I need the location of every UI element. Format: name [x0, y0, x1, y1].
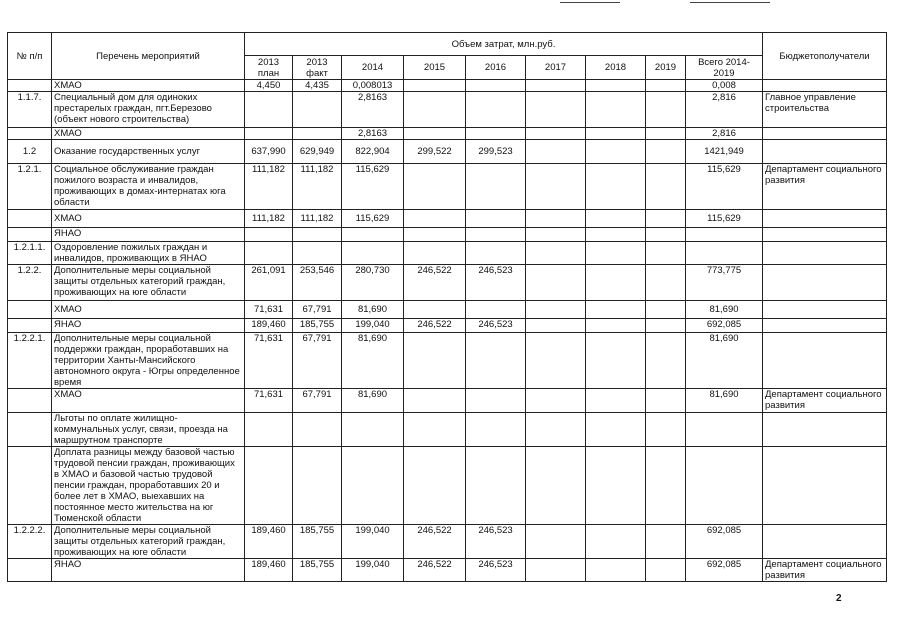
cost-value [245, 413, 293, 447]
header-year: 2013 план [245, 56, 293, 80]
cost-value: 115,629 [686, 210, 763, 228]
header-year: 2016 [466, 56, 526, 80]
cost-value [526, 301, 586, 319]
cost-value [293, 128, 342, 140]
cost-value [686, 228, 763, 242]
table-row [8, 389, 887, 413]
budget-recipient [763, 447, 887, 525]
activity-name: Оказание государственных услуг [52, 140, 245, 164]
budget-recipient: Департамент социального развития [763, 559, 887, 582]
cost-value: 185,755 [293, 559, 342, 582]
row-number [8, 413, 52, 447]
cost-value [245, 242, 293, 265]
cost-value [466, 301, 526, 319]
row-number: 1.2.2. [8, 265, 52, 301]
cost-value: 692,085 [686, 525, 763, 559]
budget-recipient [763, 525, 887, 559]
cost-value: 822,904 [342, 140, 404, 164]
cost-value [466, 164, 526, 210]
cost-value: 246,522 [404, 265, 466, 301]
header-year: 2019 [646, 56, 686, 80]
cost-value [686, 242, 763, 265]
cost-value [466, 389, 526, 413]
row-number [8, 128, 52, 140]
cost-value: 1421,949 [686, 140, 763, 164]
cost-value: 692,085 [686, 559, 763, 582]
row-number [8, 228, 52, 242]
top-scan-line [560, 2, 620, 3]
cost-value [466, 128, 526, 140]
cost-value [293, 92, 342, 128]
cost-value: 81,690 [342, 333, 404, 389]
cost-value [586, 164, 646, 210]
cost-value [686, 413, 763, 447]
cost-value [586, 228, 646, 242]
cost-value: 246,523 [466, 265, 526, 301]
header-year: 2017 [526, 56, 586, 80]
cost-value: 299,523 [466, 140, 526, 164]
header-year: 2014 [342, 56, 404, 80]
cost-value [526, 413, 586, 447]
cost-value: 81,690 [686, 333, 763, 389]
cost-value: 111,182 [293, 164, 342, 210]
budget-recipient [763, 333, 887, 389]
cost-value [526, 333, 586, 389]
cost-value: 185,755 [293, 319, 342, 333]
cost-value [586, 140, 646, 164]
cost-value [526, 559, 586, 582]
cost-value [404, 164, 466, 210]
cost-value: 189,460 [245, 559, 293, 582]
cost-value: 199,040 [342, 559, 404, 582]
cost-value [404, 447, 466, 525]
activity-name: Оздоровление пожилых граждан и инвалидов, проживающих в ЯНАО [52, 242, 245, 265]
cost-value: 71,631 [245, 389, 293, 413]
activity-name: ХМАО [52, 210, 245, 228]
cost-value [404, 210, 466, 228]
cost-value [404, 333, 466, 389]
cost-value [586, 301, 646, 319]
activity-name: Дополнительные меры социальной поддержки граждан, проработавших на территории Ханты-Мансийского автономного округа - Югры определенное время [52, 333, 245, 389]
cost-value [646, 559, 686, 582]
header-year: 2015 [404, 56, 466, 80]
cost-value [342, 413, 404, 447]
cost-value [245, 128, 293, 140]
activity-name: ЯНАО [52, 228, 245, 242]
cost-value [646, 525, 686, 559]
table-row [8, 210, 887, 228]
cost-value: 280,730 [342, 265, 404, 301]
cost-value: 2,8163 [342, 92, 404, 128]
activity-name: Льготы по оплате жилищно-коммунальных услуг, связи, проезда на маршрутном транспорте [52, 413, 245, 447]
budget-recipient [763, 128, 887, 140]
cost-value [586, 413, 646, 447]
table-row [8, 228, 887, 242]
table-row [8, 164, 887, 210]
cost-value: 199,040 [342, 319, 404, 333]
table-row [8, 265, 887, 301]
cost-value [646, 228, 686, 242]
cost-value: 81,690 [686, 301, 763, 319]
cost-value: 629,949 [293, 140, 342, 164]
cost-value [466, 80, 526, 92]
cost-value [404, 242, 466, 265]
cost-value: 261,091 [245, 265, 293, 301]
header-year: Всего 2014-2019 [686, 56, 763, 80]
header-costs: Объем затрат, млн.руб. [245, 33, 763, 56]
cost-value: 246,523 [466, 525, 526, 559]
cost-value [586, 128, 646, 140]
cost-value [646, 210, 686, 228]
cost-value [466, 413, 526, 447]
table-row [8, 413, 887, 447]
cost-value: 81,690 [686, 389, 763, 413]
cost-value: 2,8163 [342, 128, 404, 140]
budget-recipient: Главное управление строительства [763, 92, 887, 128]
activity-name: ХМАО [52, 301, 245, 319]
activity-name: Дополнительные меры социальной защиты отдельных категорий граждан, проживающих на юге области [52, 525, 245, 559]
row-number: 1.2.2.2. [8, 525, 52, 559]
row-number [8, 559, 52, 582]
cost-value: 246,522 [404, 559, 466, 582]
cost-value [646, 301, 686, 319]
cost-value: 67,791 [293, 389, 342, 413]
cost-value [686, 447, 763, 525]
cost-value: 111,182 [245, 164, 293, 210]
cost-value [526, 265, 586, 301]
table-row [8, 301, 887, 319]
budget-recipient [763, 319, 887, 333]
row-number: 1.2.2.1. [8, 333, 52, 389]
table-row [8, 447, 887, 525]
row-number: 1.2.1. [8, 164, 52, 210]
cost-value: 185,755 [293, 525, 342, 559]
cost-value [466, 228, 526, 242]
cost-value: 199,040 [342, 525, 404, 559]
budget-recipient: Департамент социального развития [763, 389, 887, 413]
cost-value [404, 128, 466, 140]
cost-value [646, 164, 686, 210]
cost-value: 0,008013 [342, 80, 404, 92]
budget-recipient [763, 265, 887, 301]
cost-value [293, 228, 342, 242]
budget-recipient [763, 228, 887, 242]
header-year: 2018 [586, 56, 646, 80]
cost-value [646, 128, 686, 140]
row-number [8, 210, 52, 228]
table-header [8, 33, 887, 80]
header-activities: Перечень мероприятий [52, 33, 245, 80]
cost-value: 2,816 [686, 128, 763, 140]
cost-value [404, 92, 466, 128]
table-row [8, 80, 887, 92]
cost-value [586, 210, 646, 228]
cost-value [526, 242, 586, 265]
cost-value: 111,182 [293, 210, 342, 228]
row-number [8, 80, 52, 92]
cost-value [245, 228, 293, 242]
cost-value [646, 140, 686, 164]
cost-value [526, 389, 586, 413]
cost-value [586, 242, 646, 265]
activity-name: ЯНАО [52, 559, 245, 582]
cost-value: 81,690 [342, 389, 404, 413]
cost-value: 637,990 [245, 140, 293, 164]
cost-value [466, 333, 526, 389]
cost-value [646, 80, 686, 92]
cost-value [526, 92, 586, 128]
cost-value: 0,008 [686, 80, 763, 92]
cost-value: 4,450 [245, 80, 293, 92]
cost-value: 246,522 [404, 525, 466, 559]
budget-recipient [763, 140, 887, 164]
cost-value [466, 242, 526, 265]
cost-table [7, 32, 887, 582]
cost-value [466, 210, 526, 228]
activity-name: Специальный дом для одиноких престарелых граждан, пгт.Березово (объект нового строительства) [52, 92, 245, 128]
header-recipients: Бюджетополучатели [763, 33, 887, 80]
cost-value: 189,460 [245, 525, 293, 559]
cost-value [404, 301, 466, 319]
cost-value [342, 447, 404, 525]
cost-value [586, 319, 646, 333]
cost-value [526, 164, 586, 210]
row-number [8, 447, 52, 525]
cost-value [646, 92, 686, 128]
cost-value: 71,631 [245, 333, 293, 389]
cost-value [646, 447, 686, 525]
cost-value: 81,690 [342, 301, 404, 319]
cost-value [466, 92, 526, 128]
cost-value: 246,523 [466, 559, 526, 582]
cost-value: 246,523 [466, 319, 526, 333]
table-row [8, 525, 887, 559]
cost-value [586, 92, 646, 128]
activity-name: Социальное обслуживание граждан пожилого возраста и инвалидов, проживающих в домах-интернатах юга области [52, 164, 245, 210]
cost-value [526, 128, 586, 140]
row-number [8, 301, 52, 319]
cost-value [404, 413, 466, 447]
cost-value: 2,816 [686, 92, 763, 128]
cost-value: 4,435 [293, 80, 342, 92]
cost-value [342, 228, 404, 242]
cost-value [293, 413, 342, 447]
cost-value: 71,631 [245, 301, 293, 319]
table-body [8, 80, 887, 582]
row-number [8, 319, 52, 333]
table-row [8, 140, 887, 164]
cost-value [245, 92, 293, 128]
table-row [8, 92, 887, 128]
header-year: 2013 факт [293, 56, 342, 80]
cost-value [404, 389, 466, 413]
table-row [8, 242, 887, 265]
cost-value [526, 525, 586, 559]
cost-value [586, 447, 646, 525]
cost-value [293, 242, 342, 265]
header-no: № п/п [8, 33, 52, 80]
activity-name: ЯНАО [52, 319, 245, 333]
activity-name: Дополнительные меры социальной защиты отдельных категорий граждан, проживающих на юге области [52, 265, 245, 301]
cost-value [646, 389, 686, 413]
cost-value [646, 333, 686, 389]
cost-value: 67,791 [293, 301, 342, 319]
cost-value [526, 140, 586, 164]
top-scan-line-2 [690, 2, 770, 3]
row-number [8, 389, 52, 413]
activity-name: ХМАО [52, 389, 245, 413]
cost-value [293, 447, 342, 525]
budget-recipient [763, 210, 887, 228]
cost-value: 773,775 [686, 265, 763, 301]
cost-value: 246,522 [404, 319, 466, 333]
cost-value [586, 333, 646, 389]
cost-value [526, 210, 586, 228]
cost-value [526, 228, 586, 242]
activity-name: ХМАО [52, 80, 245, 92]
cost-value [342, 242, 404, 265]
row-number: 1.1.7. [8, 92, 52, 128]
table-row [8, 559, 887, 582]
cost-value [646, 319, 686, 333]
cost-value [526, 80, 586, 92]
page-number: 2 [836, 593, 842, 604]
cost-value: 299,522 [404, 140, 466, 164]
cost-value [586, 525, 646, 559]
cost-value [646, 265, 686, 301]
cost-value: 115,629 [686, 164, 763, 210]
cost-value: 115,629 [342, 164, 404, 210]
activity-name: ХМАО [52, 128, 245, 140]
table-row [8, 128, 887, 140]
budget-recipient [763, 80, 887, 92]
cost-value [586, 559, 646, 582]
row-number: 1.2 [8, 140, 52, 164]
cost-value [586, 80, 646, 92]
budget-recipient [763, 242, 887, 265]
cost-value [245, 447, 293, 525]
cost-value [466, 447, 526, 525]
cost-value [586, 265, 646, 301]
cost-value [526, 319, 586, 333]
cost-value: 253,546 [293, 265, 342, 301]
cost-value: 115,629 [342, 210, 404, 228]
activity-name: Доплата разницы между базовой частью трудовой пенсии граждан, проживающих в ХМАО и базовой частью трудовой пенсии граждан, проработавших 20 и более лет в ХМАО, выехавших на постоянное место жительства на юг Тюменской области [52, 447, 245, 525]
cost-value [404, 228, 466, 242]
cost-value: 692,085 [686, 319, 763, 333]
cost-value: 111,182 [245, 210, 293, 228]
cost-value [646, 413, 686, 447]
budget-recipient: Департамент социального развития [763, 164, 887, 210]
cost-value [586, 389, 646, 413]
cost-value: 189,460 [245, 319, 293, 333]
table-row [8, 319, 887, 333]
cost-value: 67,791 [293, 333, 342, 389]
cost-value [404, 80, 466, 92]
cost-value [646, 242, 686, 265]
budget-recipient [763, 301, 887, 319]
table-row [8, 333, 887, 389]
budget-recipient [763, 413, 887, 447]
cost-value [526, 447, 586, 525]
row-number: 1.2.1.1. [8, 242, 52, 265]
